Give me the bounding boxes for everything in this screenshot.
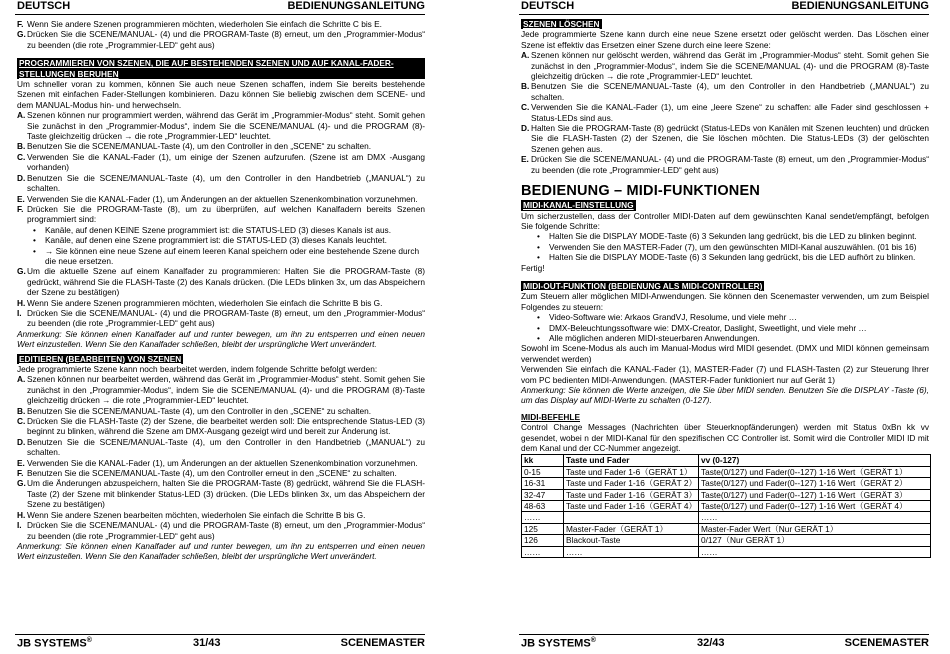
step-key: H. <box>17 509 26 520</box>
bullet-item <box>521 242 929 252</box>
step-item <box>17 204 425 225</box>
bullet-icon: • <box>537 241 540 252</box>
step-text: Drücken Sie die SCENE/MANUAL- (4) und die PROGRAM-Taste (8) erneut, um den „Programmier-Modus“ zu beenden (die rote „Programmier-LED“ geht aus) <box>27 29 425 50</box>
note: Anmerkung: Sie können die Werte anzeigen, die Sie über MIDI senden. Benutzen Sie die DISPLAY -Taste (6), um das Display auf MIDI-Werte zu schalten (0-127). <box>521 385 929 406</box>
step-item <box>17 298 425 308</box>
section-intro: Um schneller voran zu kommen, können Sie auch neue Szenen schaffen, indem Sie bereits bestehende Szenen mit einfachen Fader-Stellungen kombinieren. Dazu können Sie beliebig zwischen dem SCENE- und dem MANUAL-Modus hin- und herwechseln. <box>17 79 425 110</box>
note: Anmerkung: Sie können einen Kanalfader auf und runter bewegen, um ihn zu entsperren und einen neuen Wert einzustellen. Wenn Sie den Kanalfader schließen, bleibt der ursprüngliche Wert unverändert. <box>17 328 425 350</box>
bullet-text: Kanäle, auf denen eine Szene programmiert ist: die STATUS-LED (3) dieses Kanals leuchtet. <box>45 235 387 246</box>
table-cell: Taste und Fader 1-6（GERÄT 1） <box>564 466 699 477</box>
step-item <box>17 416 425 437</box>
table-cell <box>564 512 699 523</box>
table-row <box>522 501 931 512</box>
step-item <box>521 81 929 102</box>
step-text: Verwenden Sie die KANAL-Fader (1), um eine „leere Szene“ zu schaffen: alle Fader sind geschlossen + Status-LEDs sind aus. <box>531 102 929 123</box>
table-cell: …… <box>699 546 931 557</box>
step-key: A. <box>17 110 26 121</box>
page-number: 31/43 <box>193 637 221 649</box>
footer-brand: JB SYSTEMS® <box>17 637 92 650</box>
step-item <box>17 19 425 29</box>
step-item <box>17 152 425 173</box>
table-cell: Taste(0/127) und Fader(0--127) 1-16 Wert（GERÄT 1） <box>699 466 931 477</box>
bullet-text: Alle möglichen anderen MIDI-steuerbaren Anwendungen. <box>549 332 760 343</box>
page-header <box>15 0 425 15</box>
paragraph: Verwenden Sie einfach die KANAL-Fader (1), MASTER-Fader (7) und FLASH-Tasten (2) zur Steuerung Ihrer vom PC bedienten MIDI-Anwendungen. (MASTER-Fader funktioniert nur auf Gerät 1) <box>521 364 929 385</box>
table-cell: …… <box>564 546 699 557</box>
step-key: E. <box>17 193 25 204</box>
header-title: BEDIENUNGSANLEITUNG <box>287 0 425 12</box>
page-body <box>521 19 929 558</box>
bullet-item <box>17 235 425 245</box>
step-key: F. <box>17 203 24 214</box>
table-cell: Taste(0/127) und Fader(0--127) 1-16 Wert（GERÄT 4） <box>699 501 931 512</box>
table-cell: Taste und Fader 1-16（GERÄT 2） <box>564 478 699 489</box>
page-footer <box>519 634 929 653</box>
step-item <box>17 266 425 297</box>
main-heading: BEDIENUNG – MIDI-FUNKTIONEN <box>521 183 761 200</box>
header-title: BEDIENUNGSANLEITUNG <box>791 0 929 12</box>
bullet-list <box>17 225 425 267</box>
table-cell: 32-47 <box>522 489 564 500</box>
step-text: Szenen können nur programmiert werden, während das Gerät im „Programmier-Modus“ steht. Somit gehen Sie zunächst in den „Programmier-Modus“, indem Sie die SCENE/MANUAL (4)- und die PROGRAM (8)-Taste gleichzeitig drücken → die rote „Programmier-LED“ leuchtet. <box>27 110 425 142</box>
table-row <box>522 489 931 500</box>
step-key: D. <box>521 123 530 134</box>
step-item <box>17 173 425 194</box>
table-cell: Master-Fader（GERÄT 1） <box>564 523 699 534</box>
right-page <box>519 0 929 654</box>
bullet-text: Kanäle, auf denen KEINE Szene programmiert ist: die STATUS-LED (3) dieses Kanals ist aus. <box>45 224 392 235</box>
step-key: B. <box>521 81 530 92</box>
step-list <box>521 50 929 175</box>
footer-product: SCENEMASTER <box>844 637 929 649</box>
step-list <box>17 374 425 541</box>
bullet-text: DMX-Beleuchtungssoftware wie: DMX-Creator, Daslight, Sweetlight, und viele mehr … <box>549 322 867 333</box>
bullet-icon: • <box>537 231 540 242</box>
step-key: I. <box>17 520 22 531</box>
step-text: Drücken Sie die SCENE/MANUAL- (4) und die PROGRAM-Taste (8) erneut, um den „Programmier-Modus“ zu beenden (die rote „Programmier-LED“ geht aus) <box>27 520 425 541</box>
step-text: Halten Sie die PROGRAM-Taste (8) gedrückt (Status-LEDs von Kanälen mit Szenen leuchten) und drücken Sie die FLASH-Tasten (2) der Szenen, die Sie löschen möchten. Die Status-LEDs (3) der gelöschten Szenen gehen aus. <box>531 123 929 154</box>
step-text: Benutzen Sie die SCENE/MANUAL-Taste (4), um den Controller in den „SCENE“ zu schalten. <box>27 405 372 416</box>
section-intro: Um sicherzustellen, dass der Controller MIDI-Daten auf dem gewünschten Kanal sendet/empfängt, befolgen Sie folgende Schritte: <box>521 210 929 231</box>
footer-product: SCENEMASTER <box>340 637 425 649</box>
table-cell: Master-Fader Wert（Nur GERÄT 1） <box>699 523 931 534</box>
table-cell: 125 <box>522 523 564 534</box>
step-text: Verwenden Sie die KANAL-Fader (1), um Änderungen an der aktuellen Szenenkombination vorzunehmen. <box>27 193 418 204</box>
step-text: Verwenden Sie die KANAL-Fader (1), um einige der Szenen aufzurufen. (Szene ist am DMX -Ausgang vorhanden) <box>27 151 425 173</box>
step-item <box>17 141 425 151</box>
table-header-cell: Taste und Fader <box>564 455 699 466</box>
table-cell: …… <box>522 512 564 523</box>
step-item <box>17 110 425 141</box>
step-key: G. <box>17 266 26 277</box>
step-item <box>17 29 425 50</box>
step-item <box>17 458 425 468</box>
section-heading: EDITIEREN (BEARBEITEN) VON SZENEN <box>19 353 182 364</box>
note: Anmerkung: Sie können einen Kanalfader auf und runter bewegen, um ihn zu entsperren und einen neuen Wert einzustellen. Wenn Sie den Kanalfader schließen, bleibt der ursprüngliche Wert unverändert. <box>17 540 425 562</box>
table-row <box>522 523 931 534</box>
page-body <box>17 19 425 562</box>
table-row <box>522 546 931 557</box>
step-text: Um die Änderungen abzuspeichern, halten Sie die PROGRAM-Taste (8) gedrückt, während Sie die FLASH-Taste (2) der Szene mit blinkender Status-LED (3) drücken. (Die LEDs blinken 3x, um das Abspeichern der Szene zu bestätigen) <box>27 478 425 510</box>
step-key: E. <box>17 457 25 468</box>
step-list <box>17 266 425 328</box>
step-key: C. <box>17 151 26 162</box>
footer-brand: JB SYSTEMS® <box>521 637 596 650</box>
step-key: G. <box>17 478 26 489</box>
section-heading: MIDI-OUT-FUNKTION (BEDIENUNG ALS MIDI-CONTROLLER) <box>523 280 763 291</box>
step-item <box>17 194 425 204</box>
bullet-text: → Sie können eine neue Szene auf einem leeren Kanal speichern oder eine bestehende Szene durch die neue ersetzen. <box>45 245 420 266</box>
step-text: Verwenden Sie die KANAL-Fader (1), um Änderungen an der aktuellen Szenenkombination vorzunehmen. <box>27 457 418 468</box>
step-text: Drücken Sie die SCENE/MANUAL- (4) und die PROGRAM-Taste (8) erneut, um den „Programmier-Modus“ zu beenden (die rote „Programmier-LED“ geht aus) <box>531 154 929 175</box>
section-intro: Zum Steuern aller möglichen MIDI-Anwendungen. Sie können den Scenemaster verwenden, um zum Beispiel Folgendes zu steuern: <box>521 291 929 312</box>
page-number: 32/43 <box>697 637 725 649</box>
step-item <box>17 520 425 541</box>
section-intro: Control Change Messages (Nachrichten über Steuerknopfänderungen) werden mit Status 0xBn kk vv gesendet, wobei n der MIDI-Kanal für den spezifischen CC Controller ist. Somit wird die Controller MIDI ID mit dem Kanal und der CC-Nummer angezeigt. <box>521 422 929 454</box>
step-list <box>17 110 425 224</box>
section-intro: Jede programmierte Szene kann noch bearbeitet werden, indem folgende Schritte befolgt werden: <box>17 364 378 374</box>
bullet-item <box>521 312 929 322</box>
table-cell: 0-15 <box>522 466 564 477</box>
table-row <box>522 512 931 523</box>
bullet-icon: • <box>33 224 36 235</box>
step-item <box>521 154 929 175</box>
midi-command-table <box>521 454 931 558</box>
table-cell: …… <box>699 512 931 523</box>
step-text: Wenn Sie andere Szenen programmieren möchten, wiederholen Sie einfach die Schritte C bis E. <box>27 19 382 29</box>
step-key: D. <box>17 172 26 183</box>
step-text: Benutzen Sie die SCENE/MANUAL-Taste (4), um den Controller in den „SCENE“ zu schalten. <box>27 141 372 152</box>
step-key: F. <box>17 19 24 29</box>
step-text: Drücken Sie die FLASH-Taste (2) der Szene, die bearbeitet werden soll: Die entsprechende Status-LED (3) beginnt zu blinken, während die Szene am DMX-Ausgang gezeigt wird und bereit zur Änderung ist. <box>27 416 425 437</box>
table-cell: 126 <box>522 535 564 546</box>
step-item <box>17 406 425 416</box>
table-cell: Taste(0/127) und Fader(0--127) 1-16 Wert（GERÄT 2） <box>699 478 931 489</box>
step-key: I. <box>17 307 22 318</box>
step-text: Drücken Sie die SCENE/MANUAL- (4) und die PROGRAM-Taste (8) erneut, um den „Programmier-Modus“ zu beenden (die rote „Programmier-LED“ geht aus) <box>27 307 425 329</box>
section-heading: SZENEN LÖSCHEN <box>523 19 600 29</box>
step-text: Szenen können nur bearbeitet werden, während das Gerät im „Programmier-Modus“ steht. Somit gehen Sie zunächst in den „Programmier-Modus“, indem Sie die SCENE/MANUAL (4)- und die PROGRAM (8)-Taste gleichzeitig drücken → die rote „Programmier-LED“ leuchtet. <box>27 374 425 406</box>
bullet-icon: • <box>33 235 36 246</box>
step-key: B. <box>17 141 26 152</box>
bullet-item <box>521 231 929 241</box>
step-key: B. <box>17 405 26 416</box>
bullet-text: Verwenden Sie den MASTER-Fader (7), um den gewünschten MIDI-Kanal auszuwählen. (01 bis 16) <box>549 241 917 252</box>
step-item <box>17 374 425 405</box>
step-text: Wenn Sie andere Szenen programmieren möchten, wiederholen Sie einfach die Schritte B bis G. <box>27 297 383 308</box>
step-text: Drücken Sie die PROGRAM-Taste (8), um zu überprüfen, auf welchen Kanalfadern bereits Szenen programmiert sind: <box>27 203 425 225</box>
section-intro: Jede programmierte Szene kann durch eine neue Szene ersetzt oder gelöscht werden. Das Löschen einer Szene ist effektiv das Ersetzen einer Szene durch eine leere Szene: <box>521 29 929 50</box>
bullet-icon: • <box>537 252 540 263</box>
header-language: DEUTSCH <box>17 0 71 12</box>
table-header-cell: vv (0-127) <box>699 455 931 466</box>
intro-steps <box>17 19 425 50</box>
paragraph: Sowohl im Scene-Modus als auch im Manual-Modus wird MIDI gesendet. (DMX und MIDI können gemeinsam verwendet werden) <box>521 343 929 364</box>
step-text: Benutzen Sie die SCENE/MANUAL-Taste (4), um den Controller in den Handbetrieb („MANUAL“) zu schalten. <box>531 81 929 102</box>
header-language: DEUTSCH <box>521 0 575 12</box>
step-item <box>17 308 425 329</box>
bullet-item <box>17 246 425 267</box>
step-text: Um die aktuelle Szene auf einem Kanalfader zu programmieren: Halten Sie die PROGRAM-Taste (8) gedrückt, während Sie die FLASH-Taste (2) des Kanals drücken. (Die LEDs blinken 3x, um das Abspeichern der Szene zu bestätigen) <box>27 266 425 298</box>
step-item <box>17 437 425 458</box>
section-heading: PROGRAMMIEREN VON SZENEN, DIE AUF BESTEHENDEN SZENEN UND AUF KANAL-FADER-STELLUNGEN BERUHEN <box>17 58 425 79</box>
step-key: F. <box>17 468 24 479</box>
bullet-icon: • <box>537 322 540 333</box>
step-text: Szenen können nur gelöscht werden, während das Gerät im „Programmier-Modus“ steht. Somit gehen Sie zunächst in den „Programmier-Modus“, indem Sie die SCENE/MANUAL (4)- und die PROGRAM (8)-Taste gleichzeitig drücken → die rote „Programmier-LED“ leuchtet. <box>531 50 929 82</box>
bullet-item <box>521 323 929 333</box>
step-key: H. <box>17 297 26 308</box>
table-cell: Blackout-Taste <box>564 535 699 546</box>
page-header <box>519 0 929 15</box>
step-item <box>17 478 425 509</box>
done-text: Fertig! <box>521 262 545 273</box>
table-header-cell: kk <box>522 455 564 466</box>
bullet-item <box>521 252 929 262</box>
step-text: Benutzen Sie die SCENE/MANUAL-Taste (4), um den Controller in den Handbetrieb („MANUAL“) zu schalten. <box>27 172 425 194</box>
bullet-icon: • <box>537 332 540 343</box>
step-key: D. <box>17 436 26 447</box>
step-key: C. <box>17 416 26 427</box>
step-key: A. <box>17 374 26 385</box>
step-item <box>17 468 425 478</box>
step-item <box>521 123 929 154</box>
step-text: Benutzen Sie die SCENE/MANUAL-Taste (4), um den Controller in den Handbetrieb („MANUAL“) zu schalten. <box>27 436 425 458</box>
step-key: E. <box>521 154 529 165</box>
table-cell: Taste und Fader 1-16（GERÄT 3） <box>564 489 699 500</box>
bullet-item <box>17 225 425 235</box>
table-cell: 48-63 <box>522 501 564 512</box>
table-cell: 16-31 <box>522 478 564 489</box>
bullet-text: Video-Software wie: Arkaos GrandVJ, Resolume, und viele mehr … <box>549 312 797 323</box>
table-header-row <box>522 455 931 466</box>
section-heading: MIDI-KANAL-EINSTELLUNG <box>523 200 634 211</box>
section-heading: MIDI-BEFEHLE <box>521 411 580 422</box>
step-item <box>521 102 929 123</box>
table-row <box>522 466 931 477</box>
page-footer <box>15 634 425 653</box>
table-row <box>522 535 931 546</box>
step-item <box>521 50 929 81</box>
step-key: C. <box>521 102 530 113</box>
bullet-list <box>521 231 929 262</box>
step-text: Wenn Sie andere Szenen bearbeiten möchten, wiederholen Sie einfach die Schritte B bis G. <box>27 509 366 520</box>
bullet-icon: • <box>33 245 36 256</box>
table-cell: Taste und Fader 1-16（GERÄT 4） <box>564 501 699 512</box>
table-row <box>522 478 931 489</box>
left-page <box>15 0 425 654</box>
bullet-list <box>521 312 929 343</box>
step-text: Benutzen Sie die SCENE/MANUAL-Taste (4), um den Controller erneut in den „SCENE“ zu schalten. <box>27 468 397 479</box>
bullet-text: Halten Sie die DISPLAY MODE-Taste (6) 3 Sekunden lang gedrückt, bis die LED zu blinken beginnt. <box>549 231 917 242</box>
bullet-text: Halten Sie die DISPLAY MODE-Taste (6) 3 Sekunden lang gedrückt, bis die LED aufhört zu blinken. <box>549 252 916 263</box>
bullet-icon: • <box>537 312 540 323</box>
step-item <box>17 510 425 520</box>
table-cell: …… <box>522 546 564 557</box>
step-key: A. <box>521 50 530 61</box>
step-key: G. <box>17 29 26 40</box>
bullet-item <box>521 333 929 343</box>
table-cell: Taste(0/127) und Fader(0--127) 1-16 Wert（GERÄT 3） <box>699 489 931 500</box>
table-cell: 0/127（Nur GERÄT 1） <box>699 535 931 546</box>
